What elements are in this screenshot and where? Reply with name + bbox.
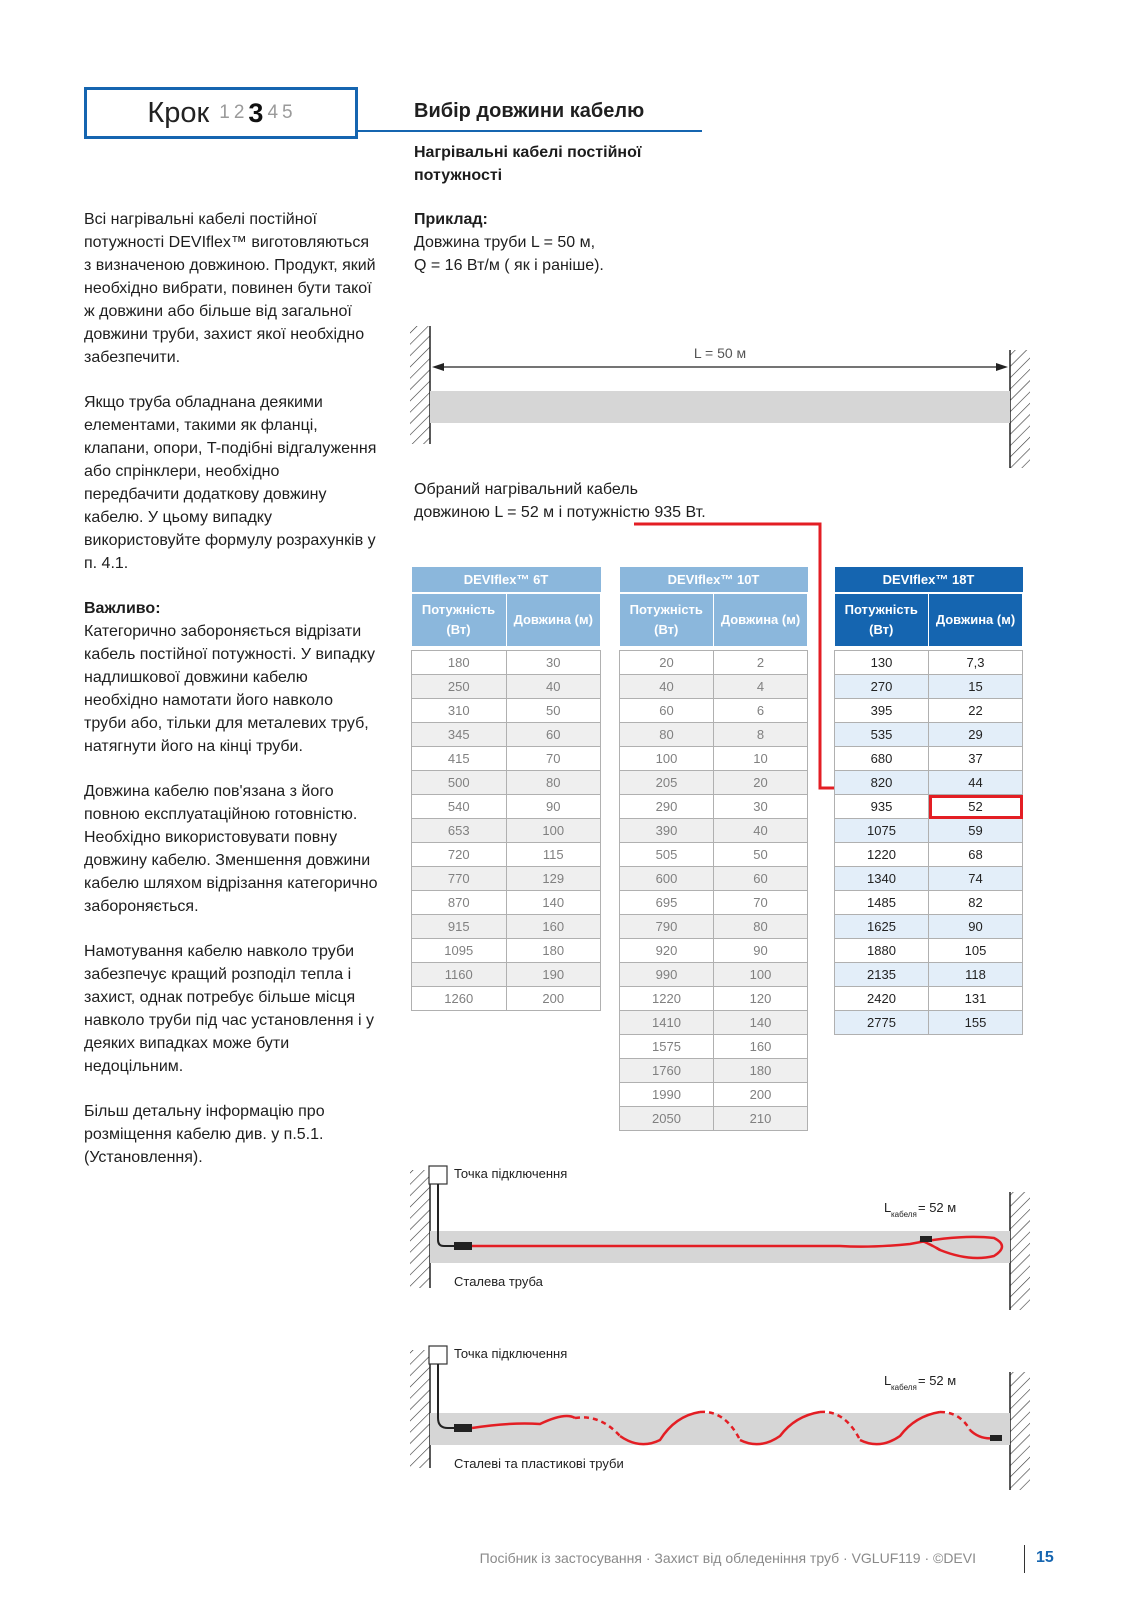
table-row (835, 1011, 1023, 1035)
table-row (620, 747, 808, 771)
power-cell: 935 (835, 795, 929, 819)
cable-length-letter: L (884, 1373, 892, 1388)
paragraph-2: Якщо труба обладнана деякими елементами, такими як фланці, клапани, опори, T-подібні відгалуження або спрінклери, необхідно передбачити додаткову довжину кабелю. У цьому випадку використовуйте формулу розрахунків у п. 4.1. (84, 394, 377, 572)
table-row (835, 771, 1023, 795)
length-cell: 190 (506, 963, 601, 987)
step-number-4: 4 (267, 102, 279, 123)
table-row (835, 867, 1023, 891)
power-cell: 1990 (620, 1083, 714, 1107)
table-row (620, 699, 808, 723)
table-deviflex-6t (411, 567, 601, 1011)
step-indicator (84, 87, 358, 139)
table-row (835, 675, 1023, 699)
diagram-wound-pipe (400, 1340, 1040, 1500)
length-cell: 120 (714, 987, 808, 1011)
pipe-length-diagram (400, 320, 1040, 480)
column-header-power: Потужність (Вт) (835, 593, 929, 646)
length-cell: 70 (506, 747, 601, 771)
power-cell: 270 (835, 675, 929, 699)
table-row (620, 795, 808, 819)
power-cell: 1220 (620, 987, 714, 1011)
length-cell: 10 (714, 747, 808, 771)
table-row (412, 939, 601, 963)
table-row (620, 1107, 808, 1131)
length-cell: 30 (506, 651, 601, 675)
length-cell: 40 (714, 819, 808, 843)
step-number-5: 5 (282, 102, 293, 123)
length-cell: 210 (714, 1107, 808, 1131)
table-row (835, 795, 1023, 819)
power-cell: 290 (620, 795, 714, 819)
step-number-1: 1 (219, 102, 230, 123)
table-row (620, 963, 808, 987)
column-header-power: Потужність (Вт) (620, 593, 714, 646)
pipe-type-label: Сталеві та пластикові труби (454, 1456, 624, 1471)
length-cell: 70 (714, 891, 808, 915)
length-cell: 30 (714, 795, 808, 819)
length-cell: 50 (506, 699, 601, 723)
length-cell: 37 (929, 747, 1023, 771)
length-cell: 60 (506, 723, 601, 747)
table-row (412, 819, 601, 843)
cable-end-icon (920, 1236, 932, 1242)
table-row (620, 1059, 808, 1083)
power-cell: 1260 (412, 987, 507, 1011)
example-heading: Приклад: (414, 211, 488, 228)
power-cell: 535 (835, 723, 929, 747)
table-row (620, 867, 808, 891)
table-row (835, 651, 1023, 675)
table-row (835, 723, 1023, 747)
power-cell: 1485 (835, 891, 929, 915)
page-number: 15 (1036, 1549, 1054, 1566)
length-cell: 180 (714, 1059, 808, 1083)
length-cell: 8 (714, 723, 808, 747)
length-cell: 59 (929, 819, 1023, 843)
table-row (835, 699, 1023, 723)
diagram-steel-pipe (400, 1160, 1040, 1320)
table-row (620, 843, 808, 867)
table-row (412, 651, 601, 675)
power-cell: 1075 (835, 819, 929, 843)
power-cell: 540 (412, 795, 507, 819)
connection-point-label: Точка підключення (454, 1166, 568, 1181)
length-cell: 115 (506, 843, 601, 867)
power-cell: 920 (620, 939, 714, 963)
length-cell: 200 (714, 1083, 808, 1107)
power-cell: 345 (412, 723, 507, 747)
length-cell: 20 (714, 771, 808, 795)
cable-connector-icon (454, 1424, 472, 1432)
length-cell: 15 (929, 675, 1023, 699)
length-cell: 29 (929, 723, 1023, 747)
length-cell: 82 (929, 891, 1023, 915)
left-wall (410, 1350, 430, 1468)
power-cell: 310 (412, 699, 507, 723)
table-row (835, 915, 1023, 939)
power-cell: 1095 (412, 939, 507, 963)
power-cell: 720 (412, 843, 507, 867)
table-row (620, 915, 808, 939)
length-cell: 160 (506, 915, 601, 939)
length-cell: 140 (714, 1011, 808, 1035)
footer-text: Посібник із застосування · Захист від обледеніння труб · VGLUF119 · ©DEVI (479, 1550, 976, 1566)
left-wall (410, 326, 430, 444)
table-row (835, 987, 1023, 1011)
power-cell: 1160 (412, 963, 507, 987)
length-cell: 80 (714, 915, 808, 939)
length-label: L = 50 м (693, 345, 747, 361)
power-cell: 505 (620, 843, 714, 867)
length-cell: 6 (714, 699, 808, 723)
length-cell: 68 (929, 843, 1023, 867)
length-cell: 50 (714, 843, 808, 867)
pipe-type-label: Сталева труба (454, 1274, 543, 1289)
table-row (412, 747, 601, 771)
length-cell: 131 (929, 987, 1023, 1011)
step-number-3-active: 3 (248, 97, 264, 128)
length-cell: 105 (929, 939, 1023, 963)
table-row (620, 771, 808, 795)
table-row (620, 1083, 808, 1107)
length-cell: 80 (506, 771, 601, 795)
power-cell: 1880 (835, 939, 929, 963)
table-row (620, 723, 808, 747)
table-row (835, 843, 1023, 867)
table-deviflex-18t (834, 567, 1023, 1035)
column-header-length: Довжина (м) (506, 593, 601, 646)
table-row (412, 795, 601, 819)
power-cell: 205 (620, 771, 714, 795)
table-deviflex-10t (619, 567, 808, 1131)
power-cell: 100 (620, 747, 714, 771)
section-subtitle: Нагрівальні кабелі постійної потужності (414, 144, 642, 184)
length-cell: 118 (929, 963, 1023, 987)
column-header-length: Довжина (м) (714, 593, 808, 646)
paragraph-1: Всі нагрівальні кабелі постійної потужності DEVIflex™ виготовляються з визначеною довжиною. Продукт, який необхідно вибрати, повинен бути такої ж довжини або більше від загальної довжини труби, захист якої необхідно забезпечити. (84, 211, 376, 366)
power-cell: 915 (412, 915, 507, 939)
junction-box-icon (429, 1166, 447, 1184)
left-wall (410, 1170, 430, 1288)
power-cell: 130 (835, 651, 929, 675)
power-cell: 990 (620, 963, 714, 987)
power-cell: 20 (620, 651, 714, 675)
table-row (620, 1035, 808, 1059)
table-row (620, 819, 808, 843)
power-cell: 695 (620, 891, 714, 915)
power-cell: 180 (412, 651, 507, 675)
length-cell: 90 (506, 795, 601, 819)
power-cell: 500 (412, 771, 507, 795)
power-cell: 2420 (835, 987, 929, 1011)
length-cell: 7,3 (929, 651, 1023, 675)
power-cell: 1760 (620, 1059, 714, 1083)
left-column (84, 208, 379, 1191)
table-row (835, 747, 1023, 771)
cable-length-letter: L (884, 1200, 892, 1215)
table-row (835, 819, 1023, 843)
power-cell: 80 (620, 723, 714, 747)
length-cell: 90 (714, 939, 808, 963)
step-number-2: 2 (233, 102, 245, 123)
cable-end-icon (990, 1435, 1002, 1441)
power-cell: 415 (412, 747, 507, 771)
table-row (835, 939, 1023, 963)
chosen-cable-text: Обраний нагрівальний кабель довжиною L = 52 м і потужністю 935 Вт. (414, 481, 706, 521)
table-row (620, 891, 808, 915)
length-cell: 160 (714, 1035, 808, 1059)
table-row (412, 987, 601, 1011)
length-cell: 155 (929, 1011, 1023, 1035)
power-cell: 40 (620, 675, 714, 699)
length-cell: 200 (506, 987, 601, 1011)
cable-length-subscript: кабеля (891, 1383, 917, 1392)
section-title: Вибір довжини кабелю (414, 100, 645, 122)
table-row (620, 675, 808, 699)
footer-divider (1024, 1545, 1025, 1573)
length-cell: 90 (929, 915, 1023, 939)
example-block (414, 208, 714, 277)
paragraph-6: Більш детальну інформацію про розміщення кабелю див. у п.5.1. (Установлення). (84, 1103, 325, 1166)
power-cell: 2050 (620, 1107, 714, 1131)
table-row (412, 843, 601, 867)
table-title: DEVIflex™ 10T (620, 567, 808, 593)
power-cell: 395 (835, 699, 929, 723)
pipe-body (430, 391, 1010, 423)
power-cell: 1575 (620, 1035, 714, 1059)
table-row (620, 651, 808, 675)
power-cell: 250 (412, 675, 507, 699)
right-wall (1010, 1372, 1030, 1490)
power-cell: 390 (620, 819, 714, 843)
length-cell: 129 (506, 867, 601, 891)
power-cell: 600 (620, 867, 714, 891)
power-cell: 653 (412, 819, 507, 843)
power-cell: 2775 (835, 1011, 929, 1035)
power-cell: 1625 (835, 915, 929, 939)
table-row (412, 771, 601, 795)
table-row (412, 915, 601, 939)
power-cell: 770 (412, 867, 507, 891)
length-cell: 2 (714, 651, 808, 675)
length-cell: 22 (929, 699, 1023, 723)
connection-point-label: Точка підключення (454, 1346, 568, 1361)
power-cell: 1220 (835, 843, 929, 867)
table-row (620, 1011, 808, 1035)
power-cell: 1340 (835, 867, 929, 891)
cable-connector-icon (454, 1242, 472, 1250)
table-title: DEVIflex™ 18T (835, 567, 1023, 593)
paragraph-3: Категорично забороняється відрізати кабель постійної потужності. У випадку надлишкової довжини кабелю необхідно намотати його навколо труби або, тільки для металевих труб, натягнути його на кінці труби. (84, 623, 375, 755)
length-cell: 180 (506, 939, 601, 963)
example-line-2: Q = 16 Вт/м ( як і раніше). (414, 257, 604, 274)
power-cell: 870 (412, 891, 507, 915)
power-cell: 790 (620, 915, 714, 939)
table-row (835, 963, 1023, 987)
table-row (620, 939, 808, 963)
column-header-power: Потужність (Вт) (412, 593, 507, 646)
length-cell: 4 (714, 675, 808, 699)
table-title: DEVIflex™ 6T (412, 567, 601, 593)
table-row (835, 891, 1023, 915)
length-cell-highlighted: 52 (929, 795, 1023, 819)
length-cell: 100 (506, 819, 601, 843)
paragraph-4: Довжина кабелю пов'язана з його повною експлуатаційною готовністю. Необхідно використовувати повну довжину кабелю. Зменшення довжини кабелю шляхом відрізання категорично забороняється. (84, 783, 378, 915)
table-row (412, 891, 601, 915)
length-cell: 74 (929, 867, 1023, 891)
important-heading: Важливо: (84, 600, 161, 617)
table-row (412, 723, 601, 747)
right-wall (1010, 350, 1030, 468)
junction-box-icon (429, 1346, 447, 1364)
length-cell: 100 (714, 963, 808, 987)
table-row (412, 867, 601, 891)
important-block (84, 597, 379, 758)
power-cell: 60 (620, 699, 714, 723)
length-cell: 60 (714, 867, 808, 891)
table-row (412, 963, 601, 987)
length-cell: 40 (506, 675, 601, 699)
header-rule (358, 130, 702, 132)
power-cell: 820 (835, 771, 929, 795)
cable-length-value: = 52 м (918, 1373, 957, 1388)
example-line-1: Довжина труби L = 50 м, (414, 234, 596, 251)
cable-length-value: = 52 м (918, 1200, 957, 1215)
right-wall (1010, 1192, 1030, 1310)
power-cell: 680 (835, 747, 929, 771)
length-cell: 44 (929, 771, 1023, 795)
table-row (412, 699, 601, 723)
paragraph-5: Намотування кабелю навколо труби забезпечує кращий розподіл тепла і захист, однак потребує більше місця навколо труби під час установлення і у деяких випадках може бути недоцільним. (84, 943, 375, 1075)
table-row (620, 987, 808, 1011)
column-header-length: Довжина (м) (929, 593, 1023, 646)
cable-length-subscript: кабеля (891, 1210, 917, 1219)
power-cell: 1410 (620, 1011, 714, 1035)
power-cell: 2135 (835, 963, 929, 987)
table-row (412, 675, 601, 699)
step-word: Крок (147, 96, 210, 129)
length-cell: 140 (506, 891, 601, 915)
